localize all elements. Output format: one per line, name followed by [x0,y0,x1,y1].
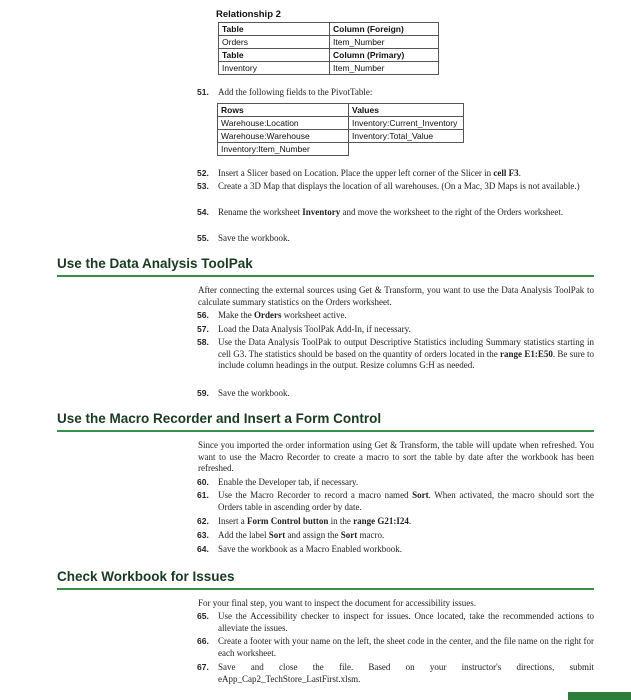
step-59 [197,388,597,400]
section-rule [57,275,594,277]
step-text: Save the workbook. [218,388,290,398]
step-number: 58. [197,337,209,347]
table-row [219,62,439,75]
step-text: Save and close the file. Based on your instructor's directions, submit eApp_Cap2_TechStore_LastFirst.xlsm. [218,662,594,684]
step-text: Use the Accessibility checker to inspect for issues. Once located, take the recommended actions to alleviate the issues. [218,611,594,633]
table-row [219,23,439,36]
step-number: 62. [197,516,209,526]
step-number: 63. [197,530,209,540]
step-61 [197,490,597,514]
step-60 [197,477,597,489]
table-cell: Warehouse:Location [218,117,349,130]
step-text: Rename the worksheet Inventory and move the worksheet to the right of the Orders worksheet. [218,207,564,217]
table-cell: Orders [219,36,330,49]
step-text: Create a 3D Map that displays the location of all warehouses. (On a Mac, 3D Maps is not available.) [218,181,580,191]
section-rule [57,588,594,590]
table-cell: Item_Number [330,36,439,49]
table-cell: Column (Primary) [330,49,439,62]
relationship-table [218,22,439,75]
step-number: 54. [197,207,209,217]
section-title: Check Workbook for Issues [57,569,235,584]
step-text: Use the Macro Recorder to record a macro named Sort. When activated, the macro should sort the Orders table in ascending order by date. [218,490,594,512]
section-rule [57,430,594,432]
step-number: 56. [197,310,209,320]
step-text: Add the following fields to the PivotTable: [218,87,373,97]
table-row [219,36,439,49]
table-cell: Inventory:Current_Inventory [349,117,464,130]
section-title: Use the Data Analysis ToolPak [57,256,253,271]
table-cell: Table [219,23,330,36]
table-header: Rows [218,104,349,117]
section-intro: After connecting the external sources using Get & Transform, you want to use the Data Analysis ToolPak to calculate summary statistics on the Orders worksheet. [198,285,594,307]
step-52 [197,168,597,180]
step-number: 61. [197,490,209,500]
step-number: 52. [197,168,209,178]
step-number: 60. [197,477,209,487]
table-cell: Inventory:Item_Number [218,143,349,156]
pivot-fields-table [217,103,464,156]
section-intro: For your final step, you want to inspect the document for accessibility issues. [198,598,476,608]
step-number: 55. [197,233,209,243]
step-63 [197,530,597,542]
step-number: 59. [197,388,209,398]
table-cell: Warehouse:Warehouse [218,130,349,143]
step-57 [197,324,597,336]
table-cell: Column (Foreign) [330,23,439,36]
step-65 [197,611,597,635]
step-text: Create a footer with your name on the left, the sheet code in the center, and the file name on the right for each worksheet. [218,636,594,658]
step-66 [197,636,597,660]
table-header: Values [349,104,464,117]
table-row [218,104,464,117]
step-number: 65. [197,611,209,621]
section-title: Use the Macro Recorder and Insert a Form Control [57,411,382,426]
step-text: Make the Orders worksheet active. [218,310,347,320]
step-number: 67. [197,662,209,672]
table-row [218,143,464,156]
step-56 [197,310,597,322]
table-row [219,49,439,62]
step-text: Insert a Slicer based on Location. Place the upper left corner of the Slicer in cell F3. [218,168,521,178]
step-number: 57. [197,324,209,334]
table-cell: Inventory [219,62,330,75]
page-corner-tab [568,692,631,700]
step-text: Save the workbook as a Macro Enabled workbook. [218,544,402,554]
step-text: Insert a Form Control button in the range G21:I24. [218,516,412,526]
table-cell: Item_Number [330,62,439,75]
step-number: 64. [197,544,209,554]
step-58 [197,337,597,385]
step-text: Enable the Developer tab, if necessary. [218,477,359,487]
step-54 [197,207,597,231]
step-number: 53. [197,181,209,191]
table-cell: Table [219,49,330,62]
table-cell: Inventory:Total_Value [349,130,464,143]
step-51 [197,87,597,99]
step-text: Save the workbook. [218,233,290,243]
relationship-title: Relationship 2 [216,9,281,20]
step-67 [197,662,597,686]
section-intro: Since you imported the order information using Get & Transform, the table will update when refreshed. You want to use the Macro Recorder to create a macro to sort the table by date after the workbook has been refreshed. [198,440,594,473]
step-text: Load the Data Analysis ToolPak Add-In, if necessary. [218,324,411,334]
step-55 [197,233,597,245]
step-number: 51. [197,87,209,97]
step-64 [197,544,597,556]
step-text: Use the Data Analysis ToolPak to output Descriptive Statistics including Summary statistics starting in cell G3. The statistics should be based on the quantity of orders located in the range E1:E50. Be sure to include column headings in the output. Resize columns G:H as needed. [218,337,595,370]
step-62 [197,516,597,528]
step-text: Add the label Sort and assign the Sort macro. [218,530,385,540]
step-number: 66. [197,636,209,646]
step-53 [197,181,597,205]
table-row [218,130,464,143]
table-row [218,117,464,130]
